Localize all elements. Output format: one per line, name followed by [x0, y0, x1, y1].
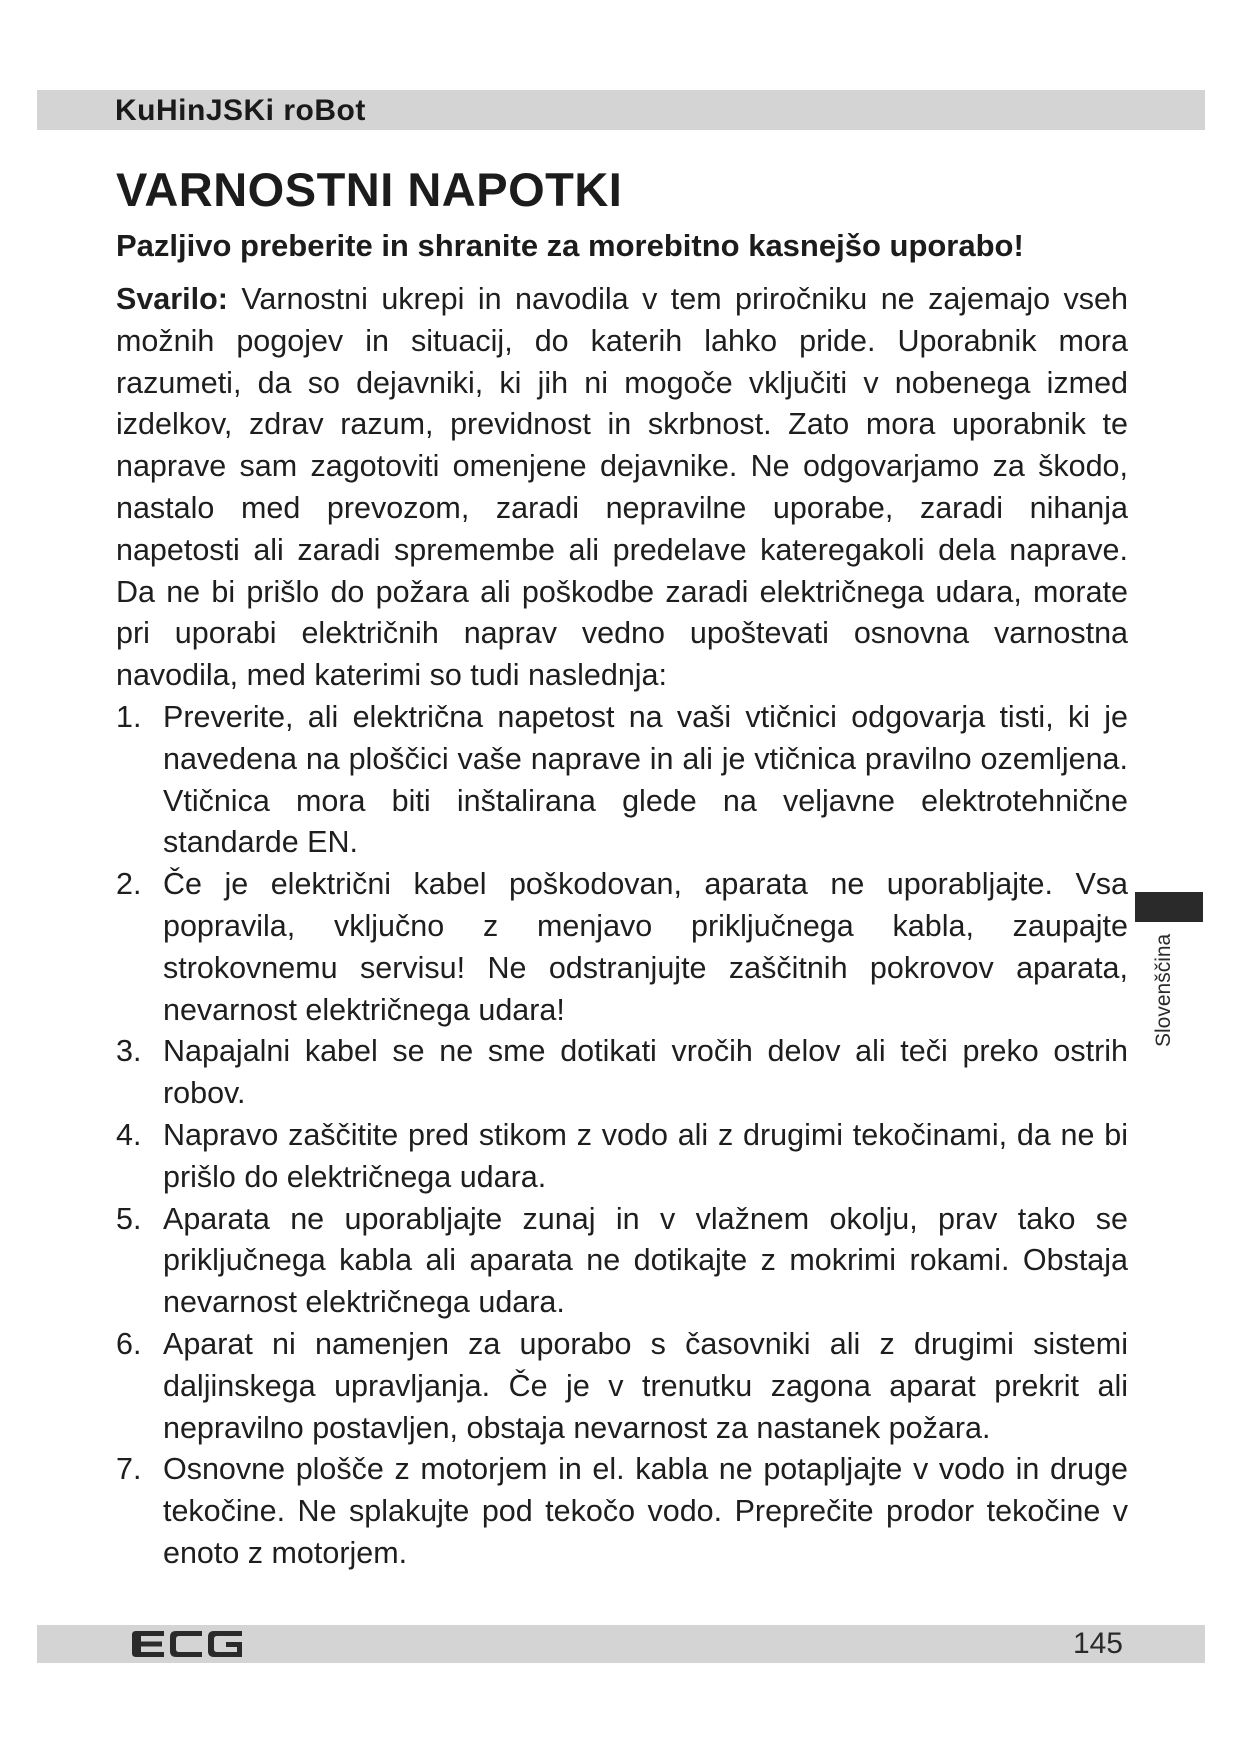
item-text: Napravo zaščitite pred stikom z vodo ali z drugimi tekočinami, da ne bi prišlo do električnega udara.	[163, 1117, 1128, 1194]
list-item	[116, 1324, 1128, 1449]
item-number: 5.	[116, 1201, 142, 1236]
footer-bar	[37, 1625, 1205, 1663]
list-item	[116, 864, 1128, 1031]
list-item	[116, 1031, 1128, 1115]
ecg-logo	[130, 1628, 248, 1665]
list-item	[116, 1449, 1128, 1574]
safety-list	[116, 697, 1128, 1575]
item-number: 1.	[116, 700, 142, 734]
item-text: Osnovne plošče z motorjem in el. kabla ne potapljajte v vodo in druge tekočine. Ne splakujte pod tekočo vodo. Preprečite prodor tekočine v enoto z motorjem.	[163, 1452, 1128, 1570]
page-number: 145	[1072, 1627, 1123, 1660]
header-bar	[37, 90, 1205, 130]
header-title: KuHinJSKi roBot	[115, 94, 366, 127]
item-number: 6.	[116, 1326, 142, 1361]
item-text: Aparata ne uporabljajte zunaj in v vlažnem okolju, prav tako se priključnega kabla ali aparata ne dotikajte z mokrimi rokami. Obstaja nevarnost električnega udara.	[163, 1201, 1128, 1320]
page-title: VARNOSTNI NAPOTKI	[116, 163, 623, 216]
list-item	[116, 1115, 1128, 1199]
ecg-logo-icon	[130, 1628, 248, 1660]
language-label: Slovenščina	[1152, 933, 1175, 1047]
warning-label: Svarilo:	[116, 282, 228, 316]
item-text: Preverite, ali električna napetost na vaši vtičnici odgovarja tisti, ki je navedena na ploščici vaše naprave in ali je vtičnica pravilno ozemljena. Vtičnica mora biti inštalirana glede na veljavne elektrotehnične standarde EN.	[163, 700, 1128, 860]
list-item	[116, 1199, 1128, 1324]
item-number: 2.	[116, 867, 142, 902]
item-number: 3.	[116, 1034, 142, 1069]
item-number: 7.	[116, 1452, 142, 1487]
item-text: Napajalni kabel se ne sme dotikati vročih delov ali teči preko ostrih robov.	[163, 1034, 1128, 1111]
list-item	[116, 697, 1128, 864]
item-text: Če je električni kabel poškodovan, aparata ne uporabljajte. Vsa popravila, vključno z menjavo priključnega kabla, zaupajte strokovnemu servisu! Ne odstranjujte zaščitnih pokrovov aparata, nevarnost električnega udara!	[163, 867, 1128, 1027]
item-text: Aparat ni namenjen za uporabo s časovniki ali z drugimi sistemi daljinskega upravljanja. Če je v trenutku zagona aparat prekrit ali nepravilno postavljen, obstaja nevarnost za nastanek požara.	[163, 1326, 1128, 1445]
item-number: 4.	[116, 1117, 142, 1152]
intro-text: Varnostni ukrepi in navodila v tem priročniku ne zajemajo vseh možnih pogojev in situacij, do katerih lahko pride. Uporabnik mora razumeti, da so dejavniki, ki jih ni mogoče vključiti v nobenega izmed izdelkov, zdrav razum, previdnost in skrbnost. Zato mora uporabnik te naprave sam zagotoviti omenjene dejavnike. Ne odgovarjamo za škodo, nastalo med prevozom, zaradi nepravilne uporabe, zaradi nihanja napetosti ali zaradi spremembe ali predelave kateregakoli dela naprave. Da ne bi prišlo do požara ali poškodbe zaradi električnega udara, morate pri uporabi električnih naprav vedno upoštevati osnovna varnostna navodila, med katerimi so tudi naslednja:	[116, 282, 1128, 693]
intro-paragraph	[116, 279, 1128, 697]
language-tab-marker	[1135, 892, 1203, 922]
subtitle: Pazljivo preberite in shranite za morebitno kasnejšo uporabo!	[116, 228, 1024, 263]
